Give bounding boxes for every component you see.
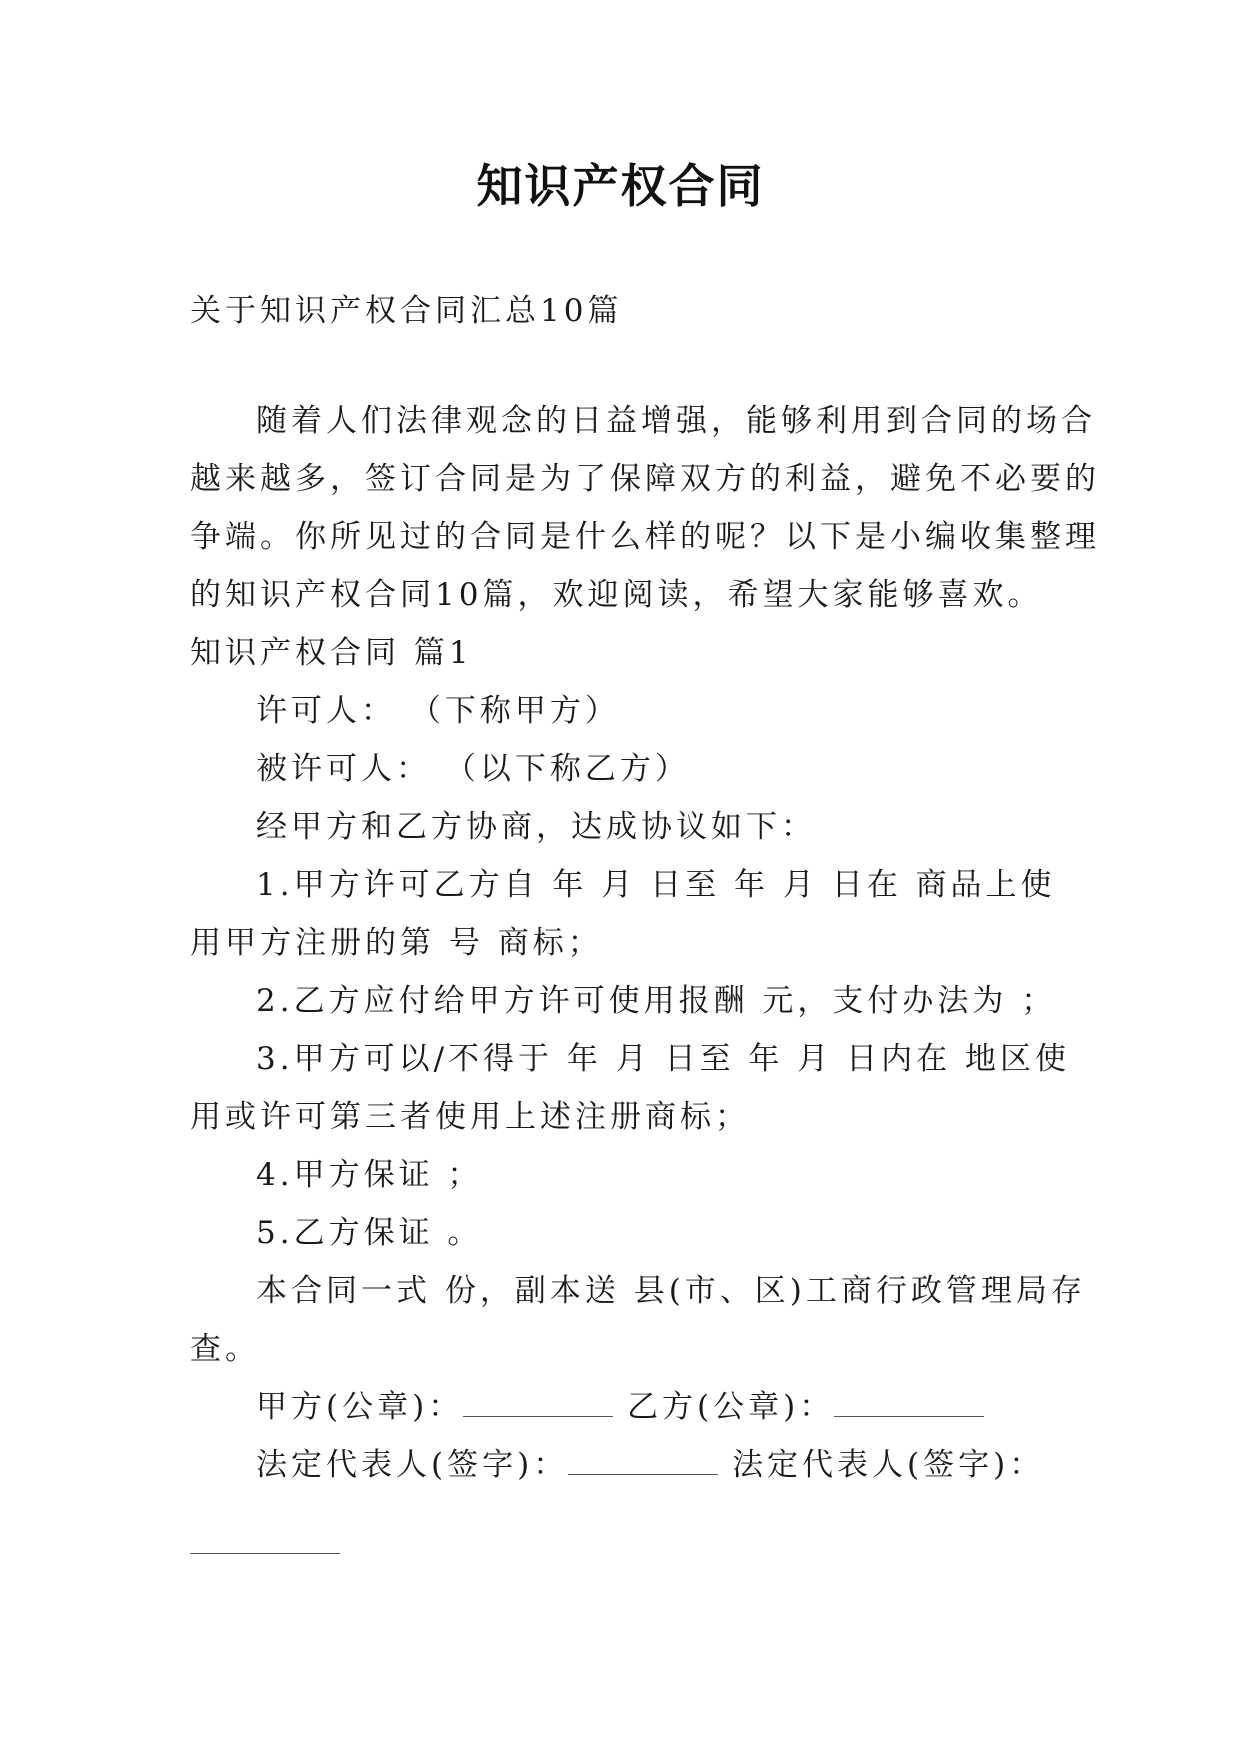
- clause-1-line-2: 用甲方注册的第 号 商标；: [190, 925, 603, 961]
- intro-line-2: 越来越多，签订合同是为了保障双方的利益，避免不必要的: [190, 461, 1100, 497]
- intro-line-1: 随着人们法律观念的日益增强，能够利用到合同的场合: [256, 403, 1096, 439]
- licensee-line: 被许可人： （以下称乙方）: [256, 751, 690, 787]
- party-a-seal-label: 甲方(公章)：: [256, 1389, 464, 1425]
- intro-line-4: 的知识产权合同10篇，欢迎阅读，希望大家能够喜欢。: [190, 577, 1043, 613]
- party-b-seal-blank[interactable]: [834, 1390, 984, 1417]
- clause-2: 2.乙方应付给甲方许可使用报酬 元，支付办法为 ；: [256, 983, 1057, 1019]
- seal-signature-row: [256, 1389, 984, 1426]
- clause-4: 4.甲方保证 ；: [256, 1157, 483, 1193]
- agreement-intro: 经甲方和乙方协商，达成协议如下：: [256, 809, 816, 845]
- clause-5: 5.乙方保证 。: [256, 1215, 483, 1251]
- intro-line-3: 争端。你所见过的合同是什么样的呢？以下是小编收集整理: [190, 519, 1100, 555]
- clause-3-line-1: 3.甲方可以/不得于 年 月 日至 年 月 日内在 地区使: [256, 1041, 1070, 1077]
- page-title: 知识产权合同: [476, 159, 765, 213]
- legal-rep-b-blank[interactable]: [190, 1553, 340, 1554]
- copies-line-2: 查。: [190, 1331, 260, 1367]
- clause-1-line-1: 1.甲方许可乙方自 年 月 日至 年 月 日在 商品上使: [256, 867, 1056, 903]
- legal-rep-a-label: 法定代表人(签字)：: [256, 1447, 569, 1483]
- legal-rep-b-label: 法定代表人(签字)：: [732, 1447, 1045, 1483]
- copies-line-1: 本合同一式 份，副本送 县(市、区)工商行政管理局存: [256, 1273, 1086, 1309]
- party-a-seal-blank[interactable]: [463, 1390, 613, 1417]
- document-subtitle: 关于知识产权合同汇总10篇: [190, 293, 623, 329]
- party-b-seal-label: 乙方(公章)：: [627, 1389, 835, 1425]
- legal-rep-a-blank[interactable]: [568, 1448, 718, 1475]
- legal-rep-signature-row: [256, 1447, 1044, 1484]
- clause-3-line-2: 用或许可第三者使用上述注册商标；: [190, 1099, 750, 1135]
- licensor-line: 许可人： （下称甲方）: [256, 693, 620, 729]
- section-heading: 知识产权合同 篇1: [190, 635, 473, 671]
